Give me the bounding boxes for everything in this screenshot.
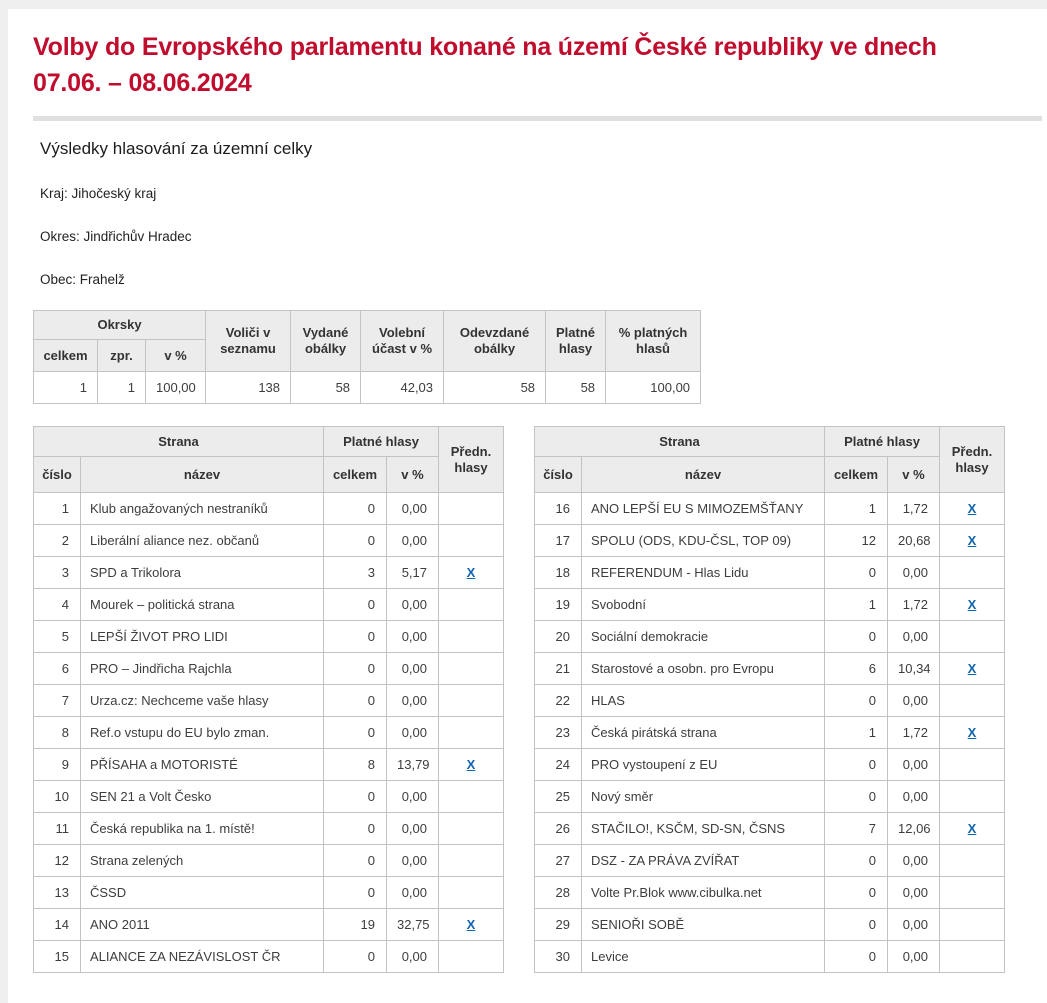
pref-votes-cell	[940, 941, 1005, 973]
party-number: 28	[535, 877, 582, 909]
kraj-line: Kraj: Jihočeský kraj	[40, 186, 157, 201]
col-header-okrsky-zpr: zpr.	[98, 340, 146, 372]
party-results-table-right	[534, 426, 1005, 973]
col-header-okrsky: Okrsky	[34, 311, 206, 340]
party-name: Česká republika na 1. místě!	[81, 813, 324, 845]
party-number: 25	[535, 781, 582, 813]
votes-percent: 5,17	[387, 557, 439, 589]
col-header-strana: Strana	[34, 427, 324, 457]
votes-total: 7	[825, 813, 888, 845]
volici-v-seznamu-value: 138	[206, 372, 291, 404]
votes-total: 3	[324, 557, 387, 589]
party-row	[34, 653, 504, 685]
party-name: REFERENDUM - Hlas Lidu	[582, 557, 825, 589]
pref-votes-link[interactable]: X	[967, 661, 977, 676]
votes-percent: 0,00	[888, 941, 940, 973]
pref-votes-cell	[439, 813, 504, 845]
pref-votes-cell	[439, 621, 504, 653]
party-number: 13	[34, 877, 81, 909]
party-number: 30	[535, 941, 582, 973]
pref-votes-cell	[439, 909, 504, 941]
okrsky-vpct-value: 100,00	[146, 372, 206, 404]
pref-votes-link[interactable]: X	[466, 917, 476, 932]
votes-total: 0	[825, 621, 888, 653]
votes-percent: 1,72	[888, 717, 940, 749]
votes-percent: 0,00	[387, 941, 439, 973]
votes-total: 12	[825, 525, 888, 557]
party-name: SEN 21 a Volt Česko	[81, 781, 324, 813]
votes-total: 0	[324, 877, 387, 909]
votes-total: 0	[324, 653, 387, 685]
page-title-line1: Volby do Evropského parlamentu konané na území České republiky ve dnech	[33, 33, 937, 61]
party-row	[34, 557, 504, 589]
votes-total: 0	[324, 845, 387, 877]
col-header-platne-hlasy: Platné hlasy	[825, 427, 940, 457]
party-name: SPOLU (ODS, KDU-ČSL, TOP 09)	[582, 525, 825, 557]
party-row	[535, 909, 1005, 941]
pref-votes-link[interactable]: X	[466, 565, 476, 580]
page-title	[33, 29, 1042, 101]
pref-votes-cell	[940, 909, 1005, 941]
votes-percent: 0,00	[387, 717, 439, 749]
votes-total: 1	[825, 493, 888, 525]
col-header-okrsky-vpct: v %	[146, 340, 206, 372]
votes-percent: 0,00	[888, 845, 940, 877]
party-row	[535, 621, 1005, 653]
party-name: LEPŠÍ ŽIVOT PRO LIDI	[81, 621, 324, 653]
votes-percent: 0,00	[387, 525, 439, 557]
party-number: 24	[535, 749, 582, 781]
votes-percent: 0,00	[387, 813, 439, 845]
votes-total: 0	[825, 877, 888, 909]
col-header-celkem: celkem	[825, 457, 888, 493]
party-number: 10	[34, 781, 81, 813]
votes-total: 0	[324, 685, 387, 717]
section-title: Výsledky hlasování za územní celky	[40, 139, 313, 158]
party-name: Česká pirátská strana	[582, 717, 825, 749]
party-number: 6	[34, 653, 81, 685]
party-table-body-right	[535, 493, 1005, 973]
party-table-body-left	[34, 493, 504, 973]
party-number: 19	[535, 589, 582, 621]
col-header-vpct: v %	[387, 457, 439, 493]
col-header-celkem: celkem	[324, 457, 387, 493]
votes-total: 1	[825, 589, 888, 621]
pref-votes-cell	[940, 813, 1005, 845]
col-header-predn-hlasy: Předn. hlasy	[940, 427, 1005, 493]
party-row	[34, 813, 504, 845]
votes-percent: 12,06	[888, 813, 940, 845]
party-row	[34, 685, 504, 717]
pref-votes-cell	[940, 525, 1005, 557]
party-tables-row	[33, 426, 1042, 973]
votes-total: 0	[825, 749, 888, 781]
col-header-nazev: název	[81, 457, 324, 493]
votes-percent: 0,00	[387, 877, 439, 909]
obec-line: Obec: Frahelž	[40, 272, 125, 287]
party-row	[34, 589, 504, 621]
col-header-volici-v-seznamu: Voliči v seznamu	[206, 311, 291, 372]
party-name: ANO LEPŠÍ EU S MIMOZEMŠŤANY	[582, 493, 825, 525]
pref-votes-link[interactable]: X	[466, 757, 476, 772]
votes-total: 0	[324, 781, 387, 813]
votes-total: 0	[324, 525, 387, 557]
votes-percent: 13,79	[387, 749, 439, 781]
party-number: 16	[535, 493, 582, 525]
turnout-summary-table	[33, 310, 701, 404]
pref-votes-cell	[439, 493, 504, 525]
party-row	[535, 685, 1005, 717]
party-number: 20	[535, 621, 582, 653]
party-number: 7	[34, 685, 81, 717]
col-header-platne-hlasy: Platné hlasy	[546, 311, 606, 372]
pref-votes-link[interactable]: X	[967, 501, 977, 516]
pref-votes-cell	[439, 845, 504, 877]
party-number: 26	[535, 813, 582, 845]
pref-votes-cell	[940, 845, 1005, 877]
votes-percent: 0,00	[888, 557, 940, 589]
title-divider	[33, 116, 1042, 121]
pref-votes-cell	[439, 589, 504, 621]
party-row	[535, 749, 1005, 781]
votes-total: 0	[825, 941, 888, 973]
party-name: Nový směr	[582, 781, 825, 813]
party-number: 4	[34, 589, 81, 621]
party-number: 5	[34, 621, 81, 653]
pref-votes-cell	[439, 717, 504, 749]
party-name: ALIANCE ZA NEZÁVISLOST ČR	[81, 941, 324, 973]
votes-percent: 0,00	[888, 685, 940, 717]
col-header-volebni-ucast: Volební účast v %	[361, 311, 444, 372]
pref-votes-cell	[439, 877, 504, 909]
pref-votes-cell	[439, 749, 504, 781]
party-row	[34, 525, 504, 557]
pref-votes-cell	[940, 653, 1005, 685]
party-number: 11	[34, 813, 81, 845]
votes-total: 0	[825, 909, 888, 941]
party-name: PŘÍSAHA a MOTORISTÉ	[81, 749, 324, 781]
pref-votes-cell	[940, 877, 1005, 909]
pref-votes-cell	[439, 653, 504, 685]
col-header-vydane-obalky: Vydané obálky	[291, 311, 361, 372]
col-header-vpct: v %	[888, 457, 940, 493]
party-name: Starostové a osobn. pro Evropu	[582, 653, 825, 685]
votes-total: 8	[324, 749, 387, 781]
party-number: 2	[34, 525, 81, 557]
votes-total: 0	[324, 717, 387, 749]
votes-percent: 1,72	[888, 589, 940, 621]
party-row	[535, 781, 1005, 813]
pref-votes-cell	[940, 621, 1005, 653]
okres-line: Okres: Jindřichův Hradec	[40, 229, 192, 244]
party-name: DSZ - ZA PRÁVA ZVÍŘAT	[582, 845, 825, 877]
party-number: 15	[34, 941, 81, 973]
votes-percent: 1,72	[888, 493, 940, 525]
party-number: 22	[535, 685, 582, 717]
party-row	[535, 557, 1005, 589]
platne-hlasy-value: 58	[546, 372, 606, 404]
pref-votes-link[interactable]: X	[967, 725, 977, 740]
votes-percent: 0,00	[387, 653, 439, 685]
party-name: Mourek – politická strana	[81, 589, 324, 621]
pref-votes-cell	[940, 589, 1005, 621]
party-number: 1	[34, 493, 81, 525]
party-row	[34, 493, 504, 525]
votes-total: 6	[825, 653, 888, 685]
votes-percent: 0,00	[387, 685, 439, 717]
party-row	[34, 845, 504, 877]
party-row	[34, 909, 504, 941]
party-name: PRO – Jindřicha Rajchla	[81, 653, 324, 685]
page-title-line2: 07.06. – 08.06.2024	[33, 69, 252, 97]
votes-percent: 0,00	[888, 621, 940, 653]
votes-percent: 0,00	[387, 493, 439, 525]
party-name: Levice	[582, 941, 825, 973]
party-name: Ref.o vstupu do EU bylo zman.	[81, 717, 324, 749]
col-header-strana: Strana	[535, 427, 825, 457]
okrsky-zpr-value: 1	[98, 372, 146, 404]
party-name: SENIOŘI SOBĚ	[582, 909, 825, 941]
votes-total: 0	[324, 493, 387, 525]
votes-percent: 0,00	[387, 589, 439, 621]
party-row	[535, 717, 1005, 749]
votes-total: 0	[825, 845, 888, 877]
votes-total: 0	[825, 685, 888, 717]
pref-votes-cell	[940, 557, 1005, 589]
party-name: ANO 2011	[81, 909, 324, 941]
party-number: 27	[535, 845, 582, 877]
votes-total: 0	[825, 557, 888, 589]
party-row	[34, 717, 504, 749]
party-row	[535, 525, 1005, 557]
votes-percent: 0,00	[387, 621, 439, 653]
votes-total: 0	[825, 781, 888, 813]
content-area	[8, 9, 1047, 1003]
votes-percent: 0,00	[888, 781, 940, 813]
votes-percent: 20,68	[888, 525, 940, 557]
party-row	[34, 877, 504, 909]
col-header-pct-platnych-hlasu: % platných hlasů	[606, 311, 701, 372]
party-number: 23	[535, 717, 582, 749]
votes-total: 0	[324, 941, 387, 973]
party-row	[535, 589, 1005, 621]
party-number: 8	[34, 717, 81, 749]
party-name: Klub angažovaných nestraníků	[81, 493, 324, 525]
party-name: PRO vystoupení z EU	[582, 749, 825, 781]
votes-percent: 32,75	[387, 909, 439, 941]
party-row	[34, 621, 504, 653]
okrsky-celkem-value: 1	[34, 372, 98, 404]
votes-total: 1	[825, 717, 888, 749]
party-row	[535, 653, 1005, 685]
party-name: SPD a Trikolora	[81, 557, 324, 589]
pref-votes-cell	[940, 749, 1005, 781]
votes-percent: 0,00	[888, 749, 940, 781]
pref-votes-link[interactable]: X	[967, 821, 977, 836]
party-name: HLAS	[582, 685, 825, 717]
pref-votes-cell	[439, 685, 504, 717]
votes-total: 0	[324, 621, 387, 653]
votes-percent: 10,34	[888, 653, 940, 685]
party-number: 3	[34, 557, 81, 589]
votes-percent: 0,00	[888, 909, 940, 941]
pref-votes-cell	[940, 493, 1005, 525]
party-results-table-left	[33, 426, 504, 973]
party-name: Svobodní	[582, 589, 825, 621]
party-name: Strana zelených	[81, 845, 324, 877]
party-number: 18	[535, 557, 582, 589]
pref-votes-link[interactable]: X	[967, 597, 977, 612]
party-name: STAČILO!, KSČM, SD-SN, ČSNS	[582, 813, 825, 845]
party-name: Volte Pr.Blok www.cibulka.net	[582, 877, 825, 909]
party-row	[34, 941, 504, 973]
votes-total: 0	[324, 589, 387, 621]
votes-percent: 0,00	[387, 845, 439, 877]
votes-percent: 0,00	[387, 781, 439, 813]
party-row	[535, 877, 1005, 909]
party-row	[34, 781, 504, 813]
votes-percent: 0,00	[888, 877, 940, 909]
votes-total: 0	[324, 813, 387, 845]
party-number: 29	[535, 909, 582, 941]
party-name: Liberální aliance nez. občanů	[81, 525, 324, 557]
col-header-platne-hlasy: Platné hlasy	[324, 427, 439, 457]
volebni-ucast-value: 42,03	[361, 372, 444, 404]
party-number: 9	[34, 749, 81, 781]
party-row	[34, 749, 504, 781]
party-name: Sociální demokracie	[582, 621, 825, 653]
pref-votes-cell	[940, 685, 1005, 717]
pref-votes-cell	[439, 941, 504, 973]
party-number: 21	[535, 653, 582, 685]
pct-platnych-hlasu-value: 100,00	[606, 372, 701, 404]
party-name: Urza.cz: Nechceme vaše hlasy	[81, 685, 324, 717]
party-number: 12	[34, 845, 81, 877]
party-name: ČSSD	[81, 877, 324, 909]
pref-votes-cell	[439, 781, 504, 813]
pref-votes-cell	[439, 525, 504, 557]
summary-values-row	[34, 372, 701, 404]
col-header-okrsky-celkem: celkem	[34, 340, 98, 372]
col-header-predn-hlasy: Předn. hlasy	[439, 427, 504, 493]
col-header-nazev: název	[582, 457, 825, 493]
votes-total: 19	[324, 909, 387, 941]
odevzdane-obalky-value: 58	[444, 372, 546, 404]
col-header-cislo: číslo	[34, 457, 81, 493]
party-row	[535, 493, 1005, 525]
pref-votes-cell	[940, 717, 1005, 749]
party-number: 14	[34, 909, 81, 941]
party-row	[535, 813, 1005, 845]
party-row	[535, 941, 1005, 973]
pref-votes-link[interactable]: X	[967, 533, 977, 548]
pref-votes-cell	[940, 781, 1005, 813]
party-number: 17	[535, 525, 582, 557]
pref-votes-cell	[439, 557, 504, 589]
party-row	[535, 845, 1005, 877]
col-header-cislo: číslo	[535, 457, 582, 493]
vydane-obalky-value: 58	[291, 372, 361, 404]
col-header-odevzdane-obalky: Odevzdané obálky	[444, 311, 546, 372]
